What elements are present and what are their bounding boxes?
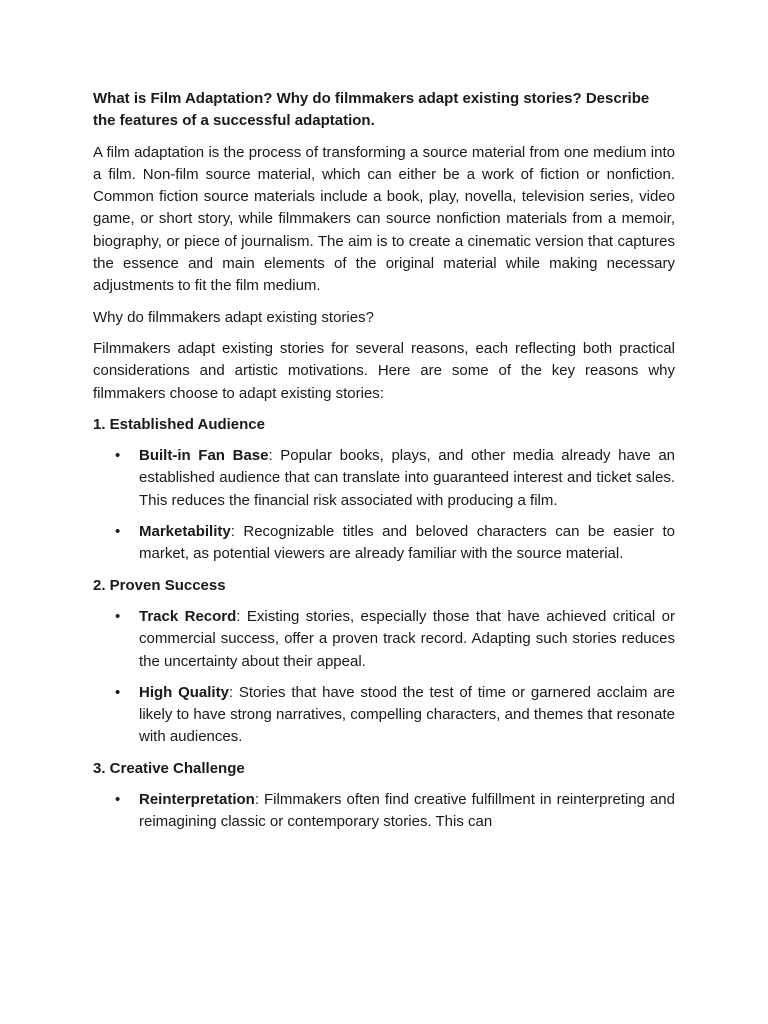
bullet-icon: •	[115, 791, 121, 809]
bullet-list	[93, 445, 675, 565]
list-item-text: : Filmmakers often find creative fulfillment in reinterpreting and reimagining classic or contemporary stories. This can	[139, 791, 675, 831]
bullet-list	[93, 606, 675, 749]
list-item-text: : Popular books, plays, and other media already have an established audience that can translate into guaranteed interest and ticket sales. This reduces the financial risk associated with producing a film.	[139, 447, 675, 509]
section-title: 2. Proven Success	[93, 576, 226, 594]
list-item	[93, 521, 675, 566]
section-title: 3. Creative Challenge	[93, 759, 245, 777]
bullet-icon: •	[115, 447, 121, 465]
list-item-term: Built-in Fan Base	[139, 447, 269, 465]
list-item	[93, 789, 675, 834]
list-item-text: : Recognizable titles and beloved characters can be easier to market, as potential viewers are already familiar with the source material.	[139, 523, 675, 563]
list-item	[93, 445, 675, 512]
list-item	[93, 606, 675, 673]
list-item-text: : Existing stories, especially those that have achieved critical or commercial success, offer a proven track record. Adapting such stories reduces the uncertainty about their appeal.	[139, 607, 675, 670]
section-title: 1. Established Audience	[93, 415, 265, 433]
list-item-term: Reinterpretation	[139, 791, 255, 809]
intro-paragraph: A film adaptation is the process of transforming a source material from one medium into a film. Non-film source material, which can either be a work of fiction or nonfiction. Common fiction source materials include a book, play, novella, television series, video game, or short story, while filmmakers can source nonfiction materials from a memoir, biography, or piece of journalism. The aim is to create a cinematic version that captures the essence and main elements of the original material while making necessary adjustments to fit the film medium.	[93, 143, 675, 295]
document-title: What is Film Adaptation? Why do filmmakers adapt existing stories? Describe the features of a successful adaptation.	[93, 90, 650, 130]
document-page	[93, 88, 675, 843]
bullet-list	[93, 789, 675, 834]
list-item-text: : Stories that have stood the test of time or garnered acclaim are likely to have strong narratives, compelling characters, and themes that resonate with audiences.	[139, 683, 675, 746]
reasons-intro-paragraph: Filmmakers adapt existing stories for several reasons, each reflecting both practical considerations and artistic motivations. Here are some of the key reasons why filmmakers choose to adapt existing stories:	[93, 339, 675, 402]
question-paragraph: Why do filmmakers adapt existing stories?	[93, 308, 374, 326]
list-item-term: High Quality	[139, 683, 229, 701]
bullet-icon: •	[115, 683, 121, 701]
list-item	[93, 682, 675, 749]
list-item-term: Marketability	[139, 523, 231, 541]
bullet-icon: •	[115, 523, 121, 541]
list-item-term: Track Record	[139, 607, 237, 625]
bullet-icon: •	[115, 607, 121, 625]
